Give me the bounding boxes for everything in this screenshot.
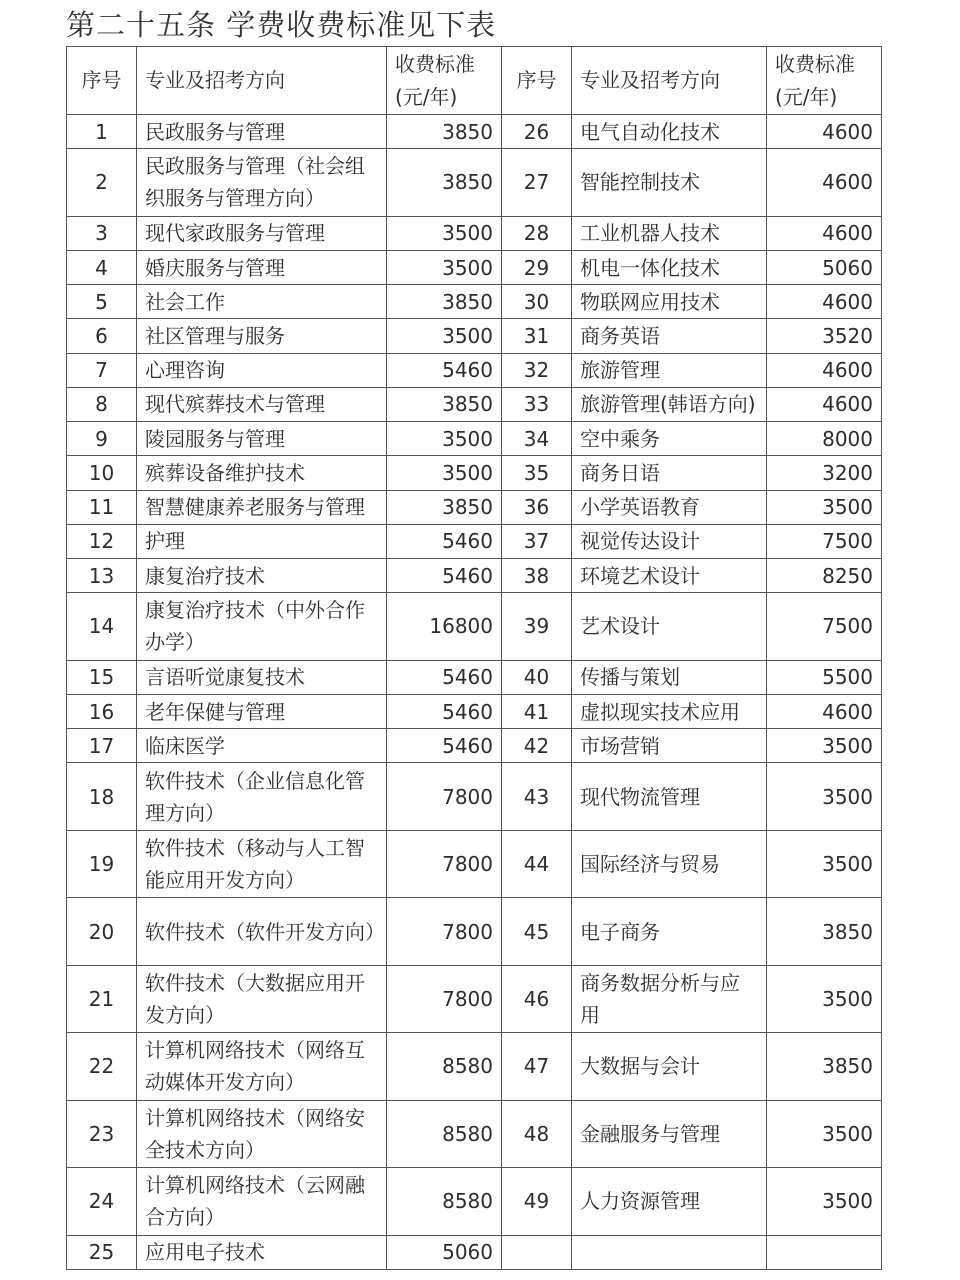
- row-number: 47: [502, 1033, 572, 1100]
- tuition-fee: 3500: [387, 319, 502, 353]
- row-number: 18: [67, 763, 137, 830]
- tuition-fee: 8580: [387, 1168, 502, 1235]
- row-number: 6: [67, 319, 137, 353]
- tuition-fee: 3500: [767, 830, 882, 897]
- tuition-fee: 3500: [767, 1100, 882, 1167]
- major-name: 人力资源管理: [572, 1168, 767, 1235]
- major-name: 虚拟现实技术应用: [572, 694, 767, 728]
- tuition-fee: 3200: [767, 456, 882, 490]
- table-row: [67, 285, 882, 319]
- row-number: 39: [502, 593, 572, 660]
- table-row: [67, 763, 882, 830]
- major-name: 金融服务与管理: [572, 1100, 767, 1167]
- major-name: 现代物流管理: [572, 763, 767, 830]
- table-row: [67, 387, 882, 421]
- table-row: [67, 898, 882, 965]
- major-name: 机电一体化技术: [572, 250, 767, 284]
- tuition-fee: 8000: [767, 422, 882, 456]
- row-number: 20: [67, 898, 137, 965]
- major-name: 软件技术（企业信息化管理方向）: [137, 763, 387, 830]
- major-name: 社会工作: [137, 285, 387, 319]
- table-row: [67, 422, 882, 456]
- row-number: 5: [67, 285, 137, 319]
- tuition-fee: 7800: [387, 965, 502, 1032]
- major-name: 旅游管理(韩语方向): [572, 387, 767, 421]
- header-major-right: 专业及招考方向: [572, 47, 767, 115]
- tuition-fee: 5460: [387, 353, 502, 387]
- tuition-fee: 5060: [387, 1235, 502, 1269]
- major-name: 国际经济与贸易: [572, 830, 767, 897]
- table-row: [67, 216, 882, 250]
- table-row: [67, 1168, 882, 1235]
- major-name: 计算机网络技术（网络互动媒体开发方向）: [137, 1033, 387, 1100]
- tuition-fee: 4600: [767, 387, 882, 421]
- major-name: 旅游管理: [572, 353, 767, 387]
- tuition-fee: 3850: [767, 898, 882, 965]
- tuition-fee: 3500: [387, 456, 502, 490]
- row-number: 9: [67, 422, 137, 456]
- tuition-fee: [767, 1235, 882, 1269]
- tuition-fee: 8250: [767, 559, 882, 593]
- tuition-fee: 3500: [387, 422, 502, 456]
- table-row: [67, 1100, 882, 1167]
- row-number: 23: [67, 1100, 137, 1167]
- tuition-fee: 8580: [387, 1033, 502, 1100]
- major-name: 康复治疗技术（中外合作办学）: [137, 593, 387, 660]
- row-number: 11: [67, 490, 137, 524]
- tuition-fee: 3850: [387, 490, 502, 524]
- major-name: 应用电子技术: [137, 1235, 387, 1269]
- table-row: [67, 729, 882, 763]
- tuition-fee: 7800: [387, 830, 502, 897]
- major-name: [572, 1235, 767, 1269]
- major-name: 民政服务与管理（社会组织服务与管理方向）: [137, 149, 387, 216]
- tuition-fee: 8580: [387, 1100, 502, 1167]
- tuition-fee: 3500: [767, 1168, 882, 1235]
- major-name: 社区管理与服务: [137, 319, 387, 353]
- row-number: 25: [67, 1235, 137, 1269]
- row-number: 16: [67, 694, 137, 728]
- row-number: 17: [67, 729, 137, 763]
- row-number: 34: [502, 422, 572, 456]
- table-row: [67, 593, 882, 660]
- table-row: [67, 149, 882, 216]
- major-name: 计算机网络技术（网络安全技术方向）: [137, 1100, 387, 1167]
- header-fee-right: [767, 47, 882, 115]
- row-number: 42: [502, 729, 572, 763]
- row-number: 35: [502, 456, 572, 490]
- row-number: 1: [67, 115, 137, 149]
- header-fee-line1: 收费标准: [395, 51, 475, 76]
- row-number: 10: [67, 456, 137, 490]
- major-name: 现代家政服务与管理: [137, 216, 387, 250]
- major-name: 康复治疗技术: [137, 559, 387, 593]
- row-number: 19: [67, 830, 137, 897]
- row-number: 29: [502, 250, 572, 284]
- tuition-fee: 7500: [767, 593, 882, 660]
- major-name: 工业机器人技术: [572, 216, 767, 250]
- row-number: 26: [502, 115, 572, 149]
- tuition-fee: 3500: [767, 965, 882, 1032]
- major-name: 智慧健康养老服务与管理: [137, 490, 387, 524]
- row-number: 14: [67, 593, 137, 660]
- row-number: [502, 1235, 572, 1269]
- row-number: 38: [502, 559, 572, 593]
- tuition-fee: 16800: [387, 593, 502, 660]
- major-name: 心理咨询: [137, 353, 387, 387]
- major-name: 环境艺术设计: [572, 559, 767, 593]
- major-name: 护理: [137, 524, 387, 558]
- page-title: 第二十五条 学费收费标准见下表: [66, 8, 497, 42]
- header-fee-right-line2: (元/年): [775, 84, 838, 109]
- major-name: 老年保健与管理: [137, 694, 387, 728]
- major-name: 婚庆服务与管理: [137, 250, 387, 284]
- tuition-fee: 3500: [387, 250, 502, 284]
- header-fee: [387, 47, 502, 115]
- major-name: 商务数据分析与应用: [572, 965, 767, 1032]
- tuition-fee: 3850: [387, 387, 502, 421]
- row-number: 24: [67, 1168, 137, 1235]
- tuition-fee: 4600: [767, 115, 882, 149]
- row-number: 41: [502, 694, 572, 728]
- row-number: 46: [502, 965, 572, 1032]
- row-number: 49: [502, 1168, 572, 1235]
- tuition-fee: 3500: [767, 729, 882, 763]
- tuition-fee: 5500: [767, 660, 882, 694]
- row-number: 33: [502, 387, 572, 421]
- table-row: [67, 830, 882, 897]
- table-row: [67, 353, 882, 387]
- row-number: 15: [67, 660, 137, 694]
- tuition-fee: 4600: [767, 216, 882, 250]
- tuition-fee: 5460: [387, 729, 502, 763]
- tuition-fee: 3500: [767, 763, 882, 830]
- tuition-fee: 4600: [767, 149, 882, 216]
- header-major: 专业及招考方向: [137, 47, 387, 115]
- row-number: 3: [67, 216, 137, 250]
- major-name: 艺术设计: [572, 593, 767, 660]
- tuition-fee: 3850: [387, 285, 502, 319]
- header-no-right: 序号: [502, 47, 572, 115]
- major-name: 市场营销: [572, 729, 767, 763]
- row-number: 30: [502, 285, 572, 319]
- row-number: 21: [67, 965, 137, 1032]
- table-row: [67, 965, 882, 1032]
- table-row: [67, 250, 882, 284]
- table-row: [67, 115, 882, 149]
- major-name: 殡葬设备维护技术: [137, 456, 387, 490]
- row-number: 36: [502, 490, 572, 524]
- row-number: 40: [502, 660, 572, 694]
- tuition-fee: 5460: [387, 559, 502, 593]
- header-fee-right-line1: 收费标准: [775, 51, 855, 76]
- major-name: 大数据与会计: [572, 1033, 767, 1100]
- major-name: 商务日语: [572, 456, 767, 490]
- row-number: 13: [67, 559, 137, 593]
- major-name: 软件技术（软件开发方向）: [137, 898, 387, 965]
- tuition-fee: 3850: [767, 1033, 882, 1100]
- row-number: 37: [502, 524, 572, 558]
- row-number: 27: [502, 149, 572, 216]
- header-no: 序号: [67, 47, 137, 115]
- tuition-fee: 7800: [387, 898, 502, 965]
- header-fee-line2: (元/年): [395, 84, 458, 109]
- table-row: [67, 1033, 882, 1100]
- major-name: 视觉传达设计: [572, 524, 767, 558]
- tuition-fee: 4600: [767, 353, 882, 387]
- tuition-fee: 7500: [767, 524, 882, 558]
- row-number: 22: [67, 1033, 137, 1100]
- table-row: [67, 319, 882, 353]
- row-number: 7: [67, 353, 137, 387]
- row-number: 8: [67, 387, 137, 421]
- major-name: 电子商务: [572, 898, 767, 965]
- major-name: 软件技术（大数据应用开发方向）: [137, 965, 387, 1032]
- table-row: [67, 456, 882, 490]
- major-name: 陵园服务与管理: [137, 422, 387, 456]
- tuition-table: [66, 46, 882, 1270]
- major-name: 商务英语: [572, 319, 767, 353]
- table-row: [67, 559, 882, 593]
- tuition-fee: 3520: [767, 319, 882, 353]
- row-number: 43: [502, 763, 572, 830]
- major-name: 传播与策划: [572, 660, 767, 694]
- table-row: [67, 660, 882, 694]
- major-name: 空中乘务: [572, 422, 767, 456]
- row-number: 48: [502, 1100, 572, 1167]
- table-header-row: [67, 47, 882, 115]
- major-name: 临床医学: [137, 729, 387, 763]
- major-name: 小学英语教育: [572, 490, 767, 524]
- major-name: 现代殡葬技术与管理: [137, 387, 387, 421]
- tuition-fee: 4600: [767, 285, 882, 319]
- row-number: 28: [502, 216, 572, 250]
- tuition-fee: 4600: [767, 694, 882, 728]
- table-row: [67, 490, 882, 524]
- tuition-fee: 5460: [387, 524, 502, 558]
- row-number: 44: [502, 830, 572, 897]
- table-row: [67, 694, 882, 728]
- row-number: 12: [67, 524, 137, 558]
- row-number: 2: [67, 149, 137, 216]
- major-name: 计算机网络技术（云网融合方向）: [137, 1168, 387, 1235]
- tuition-fee: 5460: [387, 694, 502, 728]
- major-name: 智能控制技术: [572, 149, 767, 216]
- major-name: 言语听觉康复技术: [137, 660, 387, 694]
- row-number: 32: [502, 353, 572, 387]
- tuition-fee: 3850: [387, 149, 502, 216]
- table-row: [67, 1235, 882, 1269]
- tuition-fee: 5460: [387, 660, 502, 694]
- row-number: 45: [502, 898, 572, 965]
- tuition-fee: 3850: [387, 115, 502, 149]
- tuition-fee: 3500: [767, 490, 882, 524]
- major-name: 电气自动化技术: [572, 115, 767, 149]
- major-name: 软件技术（移动与人工智能应用开发方向）: [137, 830, 387, 897]
- row-number: 31: [502, 319, 572, 353]
- tuition-fee: 7800: [387, 763, 502, 830]
- major-name: 物联网应用技术: [572, 285, 767, 319]
- major-name: 民政服务与管理: [137, 115, 387, 149]
- tuition-fee: 5060: [767, 250, 882, 284]
- table-row: [67, 524, 882, 558]
- tuition-fee: 3500: [387, 216, 502, 250]
- row-number: 4: [67, 250, 137, 284]
